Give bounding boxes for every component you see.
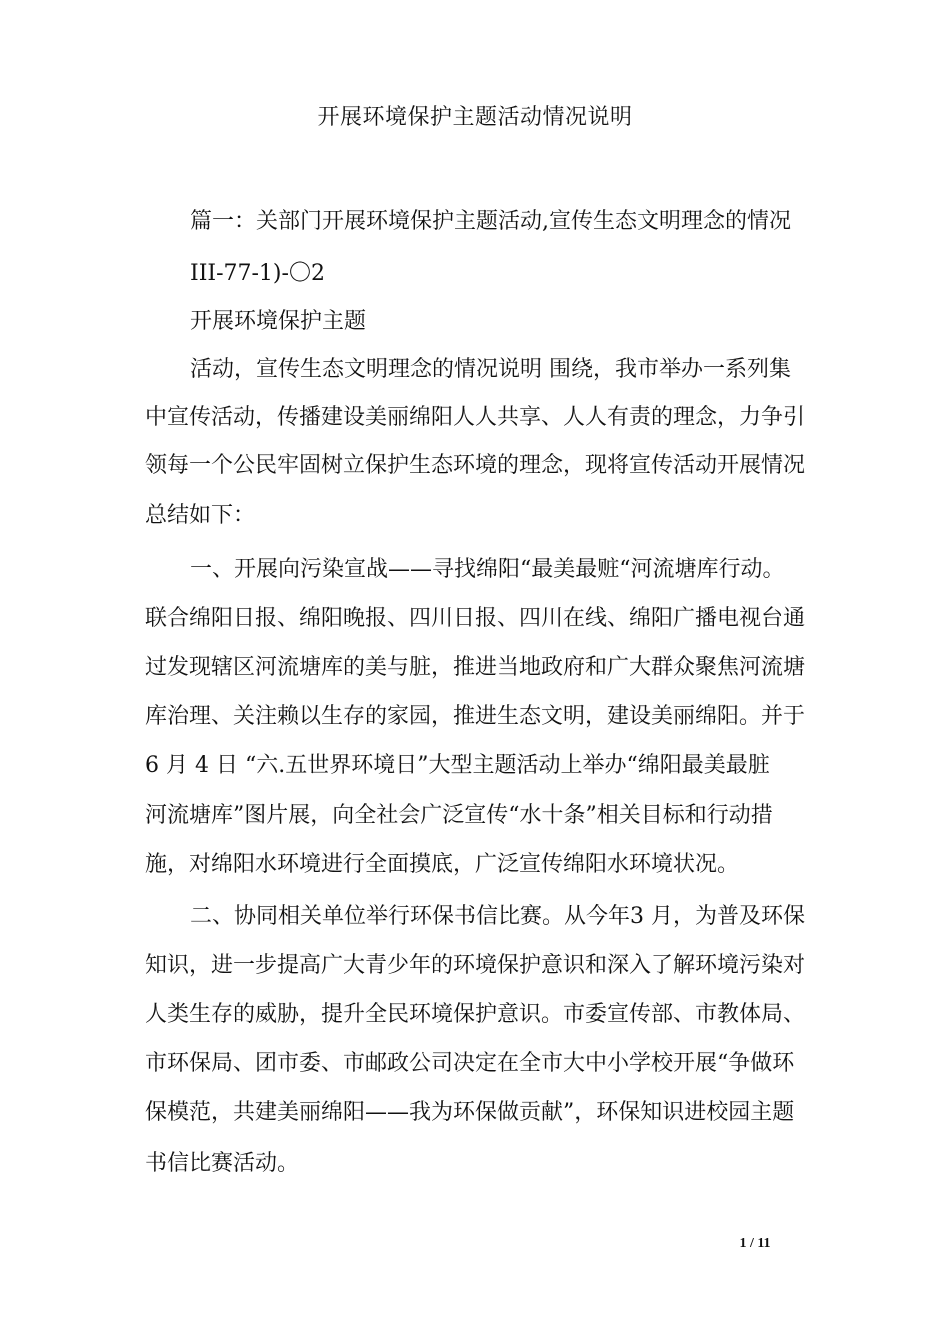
- body-line: 过发现辖区河流塘库的美与脏，推进当地政府和广大群众聚焦河流塘: [145, 655, 806, 680]
- body-line: 开展环境保护主题: [190, 309, 367, 334]
- body-line: 活动，宣传生态文明理念的情况说明 围绕，我市举办一系列集: [190, 357, 791, 382]
- body-line: 人类生存的威胁，提升全民环境保护意识。市委宣传部、市教体局、: [145, 1002, 806, 1027]
- body-line: 市环保局、团市委、市邮政公司决定在全市大中小学校开展“争做环: [145, 1051, 795, 1076]
- body-line: 二、协同相关单位举行环保书信比赛。从今年3 月，为普及环保: [190, 904, 805, 929]
- body-line: 施，对绵阳水环境进行全面摸底，广泛宣传绵阳水环境状况。: [145, 852, 740, 877]
- body-line: 领每一个公民牢固树立保护生态环境的理念，现将宣传活动开展情况: [145, 453, 806, 478]
- body-line: 一、开展向污染宣战——寻找绵阳“最美最赃“河流塘库行动。: [190, 557, 785, 582]
- body-line: 库治理、关注赖以生存的家园，推进生态文明，建设美丽绵阳。并于: [145, 704, 806, 729]
- body-line: III-77-1)-〇2: [190, 261, 325, 286]
- body-line: 中宣传活动，传播建设美丽绵阳人人共享、人人有责的理念，力争引: [145, 405, 806, 430]
- body-line: 联合绵阳日报、绵阳晚报、四川日报、四川在线、绵阳广播电视台通: [145, 606, 806, 631]
- body-line: 河流塘库”图片展，向全社会广泛宣传“水十条”相关目标和行动措: [145, 803, 773, 828]
- body-line: 保模范，共建美丽绵阳——我为环保做贡献”，环保知识进校园主题: [145, 1100, 795, 1125]
- body-line: 6 月 4 日 “六.五世界环境日”大型主题活动上举办“绵阳最美最脏: [145, 753, 770, 778]
- body-line: 知识，进一步提高广大青少年的环境保护意识和深入了解环境污染对: [145, 953, 806, 978]
- body-line: 书信比赛活动。: [145, 1151, 300, 1176]
- document-title: 开展环境保护主题活动情况说明: [317, 105, 633, 130]
- body-line: 篇一：关部门开展环境保护主题活动,宣传生态文明理念的情况: [190, 209, 791, 234]
- page-number: 1 / 11: [739, 1236, 771, 1251]
- body-line: 总结如下：: [145, 503, 256, 528]
